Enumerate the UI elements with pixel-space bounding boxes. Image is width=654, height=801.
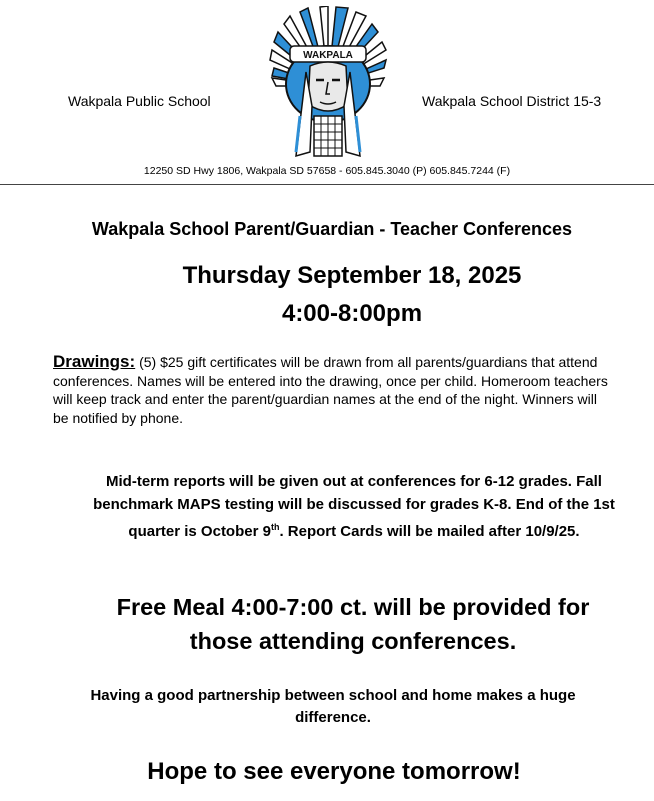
drawings-paragraph	[53, 353, 613, 427]
district-name: Wakpala School District 15-3	[422, 93, 602, 109]
partnership-message: Having a good partnership between school and home makes a huge difference.	[90, 687, 576, 726]
midterm-superscript: th	[270, 522, 280, 532]
drawings-text: (5) $25 gift certificates will be drawn from all parents/guardians that attend conferences. Names will be entered into the drawing, once per child. Homeroom teachers will keep track and enter the parent/guardian names at the end of the night. Winners will be notified by phone.	[53, 354, 608, 426]
free-meal-notice: Free Meal 4:00-7:00 ct. will be provided for those attending conferences.	[116, 594, 590, 654]
address-line: 12250 SD Hwy 1806, Wakpala SD 57658 - 605.845.3040 (P) 605.845.7244 (F)	[143, 165, 511, 177]
school-name: Wakpala Public School	[68, 93, 211, 109]
event-time: 4:00-8:00pm	[281, 300, 423, 327]
conference-title: Wakpala School Parent/Guardian - Teacher Conferences	[91, 219, 573, 239]
school-logo	[266, 6, 390, 158]
drawings-label: Drawings:	[53, 352, 136, 371]
header-divider	[0, 184, 654, 185]
closing-message: Hope to see everyone tomorrow!	[147, 758, 521, 785]
event-date: Thursday September 18, 2025	[182, 262, 522, 289]
midterm-text-after: . Report Cards will be mailed after 10/9/25.	[279, 523, 580, 540]
midterm-text-before: Mid-term reports will be given out at conferences for 6-12 grades. Fall benchmark MAPS testing will be discussed for grades K-8. End of the 1st quarter is October 9	[93, 473, 615, 540]
logo-text: WAKPALA	[303, 50, 353, 61]
midterm-paragraph	[90, 470, 618, 543]
